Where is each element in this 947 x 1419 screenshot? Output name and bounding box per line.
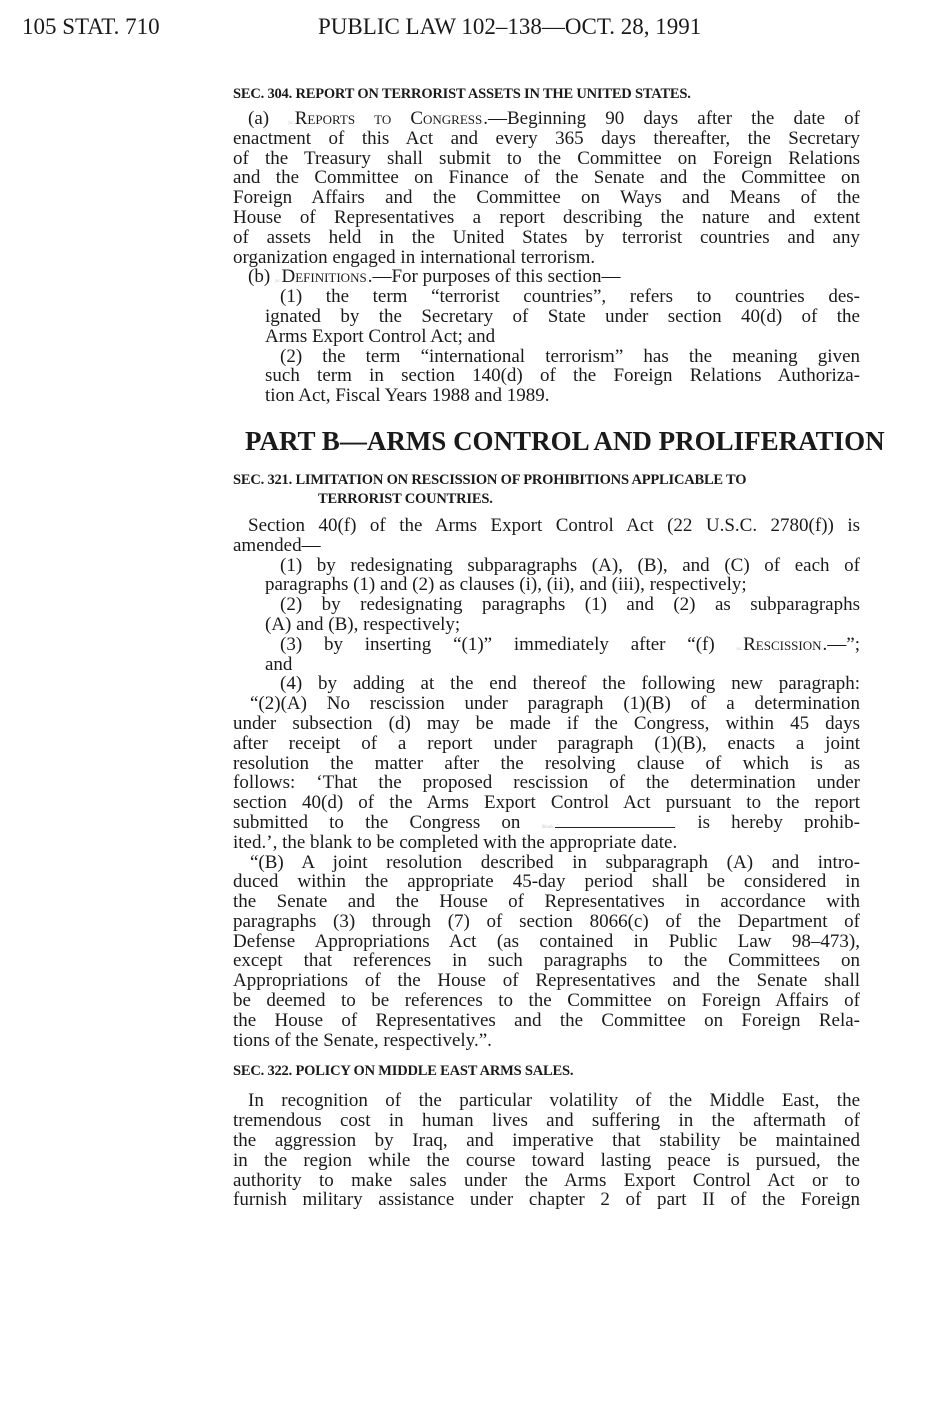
- text-line: be deemed to be references to the Committee on Foreign Affairs of: [233, 990, 860, 1012]
- text-line: and the Committee on Finance of the Senate and the Committee on: [233, 167, 860, 189]
- markup-marker: |: [482, 121, 484, 126]
- section-321-amendment-2: [233, 595, 860, 635]
- running-title: PUBLIC LAW 102–138—OCT. 28, 1991: [318, 14, 702, 39]
- text-line: duced within the appropriate 45-day period shall be considered in: [233, 871, 860, 893]
- small-caps-heading: Rescission: [743, 633, 822, 655]
- text-line: such term in section 140(d) of the Foreign Relations Authoriza-: [265, 365, 860, 387]
- text-line: Arms Export Control Act; and: [265, 325, 496, 347]
- text-line: (a) |sc:Reports to Congress|.—Beginning 90 days after the date of: [248, 108, 861, 129]
- document-body: [233, 85, 885, 1211]
- text-line: paragraphs (1) and (2) as clauses (i), (ii), and (iii), respectively;: [265, 574, 747, 596]
- text-line: House of Representatives a report describing the nature and extent: [233, 206, 860, 228]
- text-line: paragraphs (3) through (7) of section 8066(c) of the Department of: [233, 910, 860, 932]
- text-line: resolution the matter after the resolving clause of which is as: [233, 752, 860, 774]
- section-304-definition-1: [233, 287, 860, 346]
- text-line: submitted to the Congress on |blank: | is hereby prohib-: [233, 811, 860, 833]
- text-line: Section 40(f) of the Arms Export Control Act (22 U.S.C. 2780(f)) is: [248, 514, 860, 536]
- text-line: (2) by redesignating paragraphs (1) and (2) as subparagraphs: [280, 594, 860, 616]
- text-line: enactment of this Act and every 365 days thereafter, the Secretary: [233, 127, 860, 149]
- text-line: except that references in such paragraphs to the Committees on: [233, 950, 860, 972]
- markup-marker: |blank:: [541, 824, 556, 830]
- text-line: in the region while the course toward lasting peace is pursued, the: [233, 1149, 860, 1171]
- text-line: Defense Appropriations Act (as contained in Public Law 98–473),: [233, 930, 860, 952]
- text-line: (2) the term “international terrorism” has the meaning given: [280, 345, 860, 367]
- text-line: furnish military assistance under chapter 2 of part II of the Foreign: [233, 1189, 860, 1211]
- text-line: tion Act, Fiscal Years 1988 and 1989.: [265, 385, 550, 407]
- text-line: (1) the term “terrorist countries”, refers to countries des-: [280, 286, 860, 308]
- text-line: ited.’, the blank to be completed with the appropriate date.: [233, 831, 678, 853]
- section-321-amendment-3: [233, 635, 860, 675]
- small-caps-heading: Reports to Congress: [294, 108, 483, 129]
- section-322-heading: SEC. 322. POLICY ON MIDDLE EAST ARMS SALES.: [233, 1063, 574, 1080]
- text-line: Appropriations of the House of Representatives and the Senate shall: [233, 970, 860, 992]
- text-line: and: [265, 653, 293, 675]
- page-reference: 105 STAT. 710: [22, 14, 160, 39]
- section-321-heading-line1: SEC. 321. LIMITATION ON RESCISSION OF PROHIBITIONS APPLICABLE TO: [233, 471, 747, 488]
- text-line: (A) and (B), respectively;: [265, 613, 461, 635]
- text-line: after receipt of a report under paragraph (1)(B), enacts a joint: [233, 732, 860, 754]
- text-line: section 40(d) of the Arms Export Control Act pursuant to the report: [233, 792, 860, 814]
- text-line: Foreign Affairs and the Committee on Ways and Means of the: [233, 187, 860, 209]
- text-line: “(2)(A) No rescission under paragraph (1)(B) of a determination: [250, 693, 860, 715]
- markup-marker: |: [675, 824, 677, 830]
- text-line: (1) by redesignating subparagraphs (A), (B), and (C) of each of: [280, 554, 860, 576]
- text-line: of the Treasury shall submit to the Committee on Foreign Relations: [233, 147, 860, 169]
- text-line: authority to make sales under the Arms Export Control Act or to: [233, 1169, 860, 1191]
- small-caps-heading: Definitions: [281, 266, 367, 288]
- section-322-body: [233, 1091, 860, 1210]
- text-line: the Senate and the House of Representatives in accordance with: [233, 891, 860, 913]
- section-321-amendment-4: [233, 674, 860, 694]
- text-line: the House of Representatives and the Committee on Foreign Rela-: [233, 1009, 860, 1031]
- section-304-definition-2: [233, 347, 860, 406]
- text-line: tremendous cost in human lives and suffering in the aftermath of: [233, 1110, 860, 1132]
- text-line: (3) by inserting “(1)” immediately after “(f) |sc:Rescission|.—”;: [280, 633, 860, 655]
- text-line: “(B) A joint resolution described in subparagraph (A) and intro-: [250, 851, 860, 873]
- fill-in-blank: [555, 815, 675, 828]
- part-heading: PART B—ARMS CONTROL AND PROLIFERATION: [245, 425, 885, 456]
- text-line: ignated by the Secretary of State under section 40(d) of the: [265, 305, 860, 327]
- section-321-intro: [233, 516, 860, 556]
- markup-marker: |: [821, 646, 823, 652]
- section-321-quoted-paragraph-b: [233, 853, 860, 1051]
- section-304-subsection-a: [233, 109, 860, 267]
- section-321-quoted-paragraph-a: [233, 694, 860, 852]
- section-321-heading-line2: TERRORIST COUNTRIES.: [318, 490, 493, 507]
- section-304-heading: SEC. 304. REPORT ON TERRORIST ASSETS IN THE UNITED STATES.: [233, 86, 691, 102]
- markup-marker: |: [366, 279, 368, 285]
- text-line: organization engaged in international terrorism.: [233, 246, 596, 268]
- text-line: of assets held in the United States by terrorist countries and any: [233, 226, 860, 248]
- text-line: follows: ‘That the proposed rescission of the determination under: [233, 772, 860, 794]
- text-line: the aggression by Iraq, and imperative that stability be maintained: [233, 1130, 860, 1152]
- markup-marker: |sc:: [288, 121, 295, 126]
- markup-marker: |sc:: [736, 646, 744, 652]
- section-321-amendment-1: [233, 556, 860, 596]
- section-321-heading: [233, 471, 860, 509]
- markup-marker: |sc:: [274, 279, 282, 285]
- text-line: (4) by adding at the end thereof the following new paragraph:: [280, 673, 860, 695]
- text-line: (b) |sc:Definitions|.—For purposes of this section—: [248, 266, 621, 288]
- text-line: tions of the Senate, respectively.”.: [233, 1029, 492, 1051]
- text-line: under subsection (d) may be made if the Congress, within 45 days: [233, 712, 860, 734]
- text-line: amended—: [233, 534, 321, 556]
- section-304-subsection-b: [233, 267, 860, 287]
- text-line: In recognition of the particular volatility of the Middle East, the: [248, 1090, 860, 1112]
